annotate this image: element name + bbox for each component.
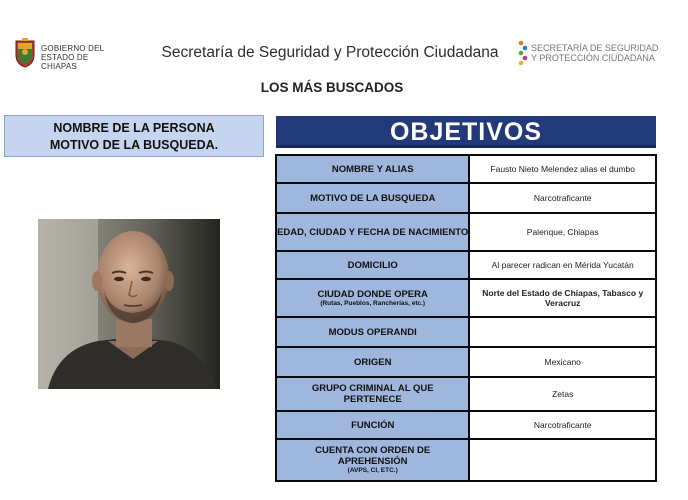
table-row xyxy=(276,377,656,411)
table-row xyxy=(276,183,656,213)
gov-line-1: GOBIERNO DEL xyxy=(41,44,105,53)
label-ciudad-opera: CIUDAD DONDE OPERA xyxy=(317,288,428,300)
person-box-line-2: MOTIVO DE LA BUSQUEDA. xyxy=(49,138,219,152)
label-orden-aprehension: CUENTA CON ORDEN DE APREHENSIÓN xyxy=(315,445,431,467)
label-orden-aprehension-sub: (AVPS, CI, ETC.) xyxy=(347,467,398,474)
value-orden-aprehension xyxy=(469,439,656,481)
chiapas-government-logo xyxy=(14,38,124,72)
table-row xyxy=(276,347,656,377)
suspect-photo-image xyxy=(38,219,220,389)
ssp-logo xyxy=(517,40,667,70)
value-domicilio: Al parecer radican en Mérida Yucatán xyxy=(469,251,656,279)
table-row xyxy=(276,439,656,481)
person-heading-box xyxy=(4,115,264,157)
value-grupo-criminal: Zetas xyxy=(469,377,656,411)
table-row xyxy=(276,411,656,439)
label-grupo-criminal: GRUPO CRIMINAL AL QUE PERTENECE xyxy=(276,377,469,411)
table-row xyxy=(276,251,656,279)
label-motivo-busqueda: MOTIVO DE LA BUSQUEDA xyxy=(276,183,469,213)
table-row xyxy=(276,317,656,347)
page-header-title: Secretaría de Seguridad y Protección Ciudadana xyxy=(161,44,499,61)
ssp-line-1: SECRETARÍA DE SEGURIDAD xyxy=(531,43,659,53)
label-modus-operandi: MODUS OPERANDI xyxy=(276,317,469,347)
value-funcion: Narcotraficante xyxy=(469,411,656,439)
wanted-details-table xyxy=(275,154,657,482)
value-ciudad-opera: Norte del Estado de Chiapas, Tabasco y Veracruz xyxy=(469,279,656,317)
label-origen: ORIGEN xyxy=(276,347,469,377)
table-row xyxy=(276,213,656,251)
label-funcion: FUNCIÓN xyxy=(276,411,469,439)
label-domicilio: DOMICILIO xyxy=(276,251,469,279)
table-row xyxy=(276,279,656,317)
person-box-line-1: NOMBRE DE LA PERSONA xyxy=(53,121,215,135)
ssp-dots-icon xyxy=(517,40,529,68)
objetivos-banner: OBJETIVOS xyxy=(276,116,656,148)
label-ciudad-opera-sub: (Rutas, Pueblos, Rancherías, etc.) xyxy=(320,299,426,307)
table-row xyxy=(276,155,656,183)
value-edad-ciudad-fecha: Palenque, Chiapas xyxy=(469,213,656,251)
suspect-photo xyxy=(38,219,220,389)
value-motivo-busqueda: Narcotraficante xyxy=(469,183,656,213)
label-nombre-alias: NOMBRE Y ALIAS xyxy=(276,155,469,183)
value-modus-operandi xyxy=(469,317,656,347)
value-origen: Mexicano xyxy=(469,347,656,377)
ssp-line-2: Y PROTECCIÓN CIUDADANA xyxy=(531,53,655,63)
label-edad-ciudad-fecha: EDAD, CIUDAD Y FECHA DE NACIMIENTO xyxy=(276,213,469,251)
value-nombre-alias: Fausto Nieto Melendez alias el dumbo xyxy=(469,155,656,183)
page-subtitle: LOS MÁS BUSCADOS xyxy=(260,80,404,95)
chiapas-shield-icon xyxy=(14,38,36,68)
gov-line-2: ESTADO DE CHIAPAS xyxy=(41,53,89,71)
